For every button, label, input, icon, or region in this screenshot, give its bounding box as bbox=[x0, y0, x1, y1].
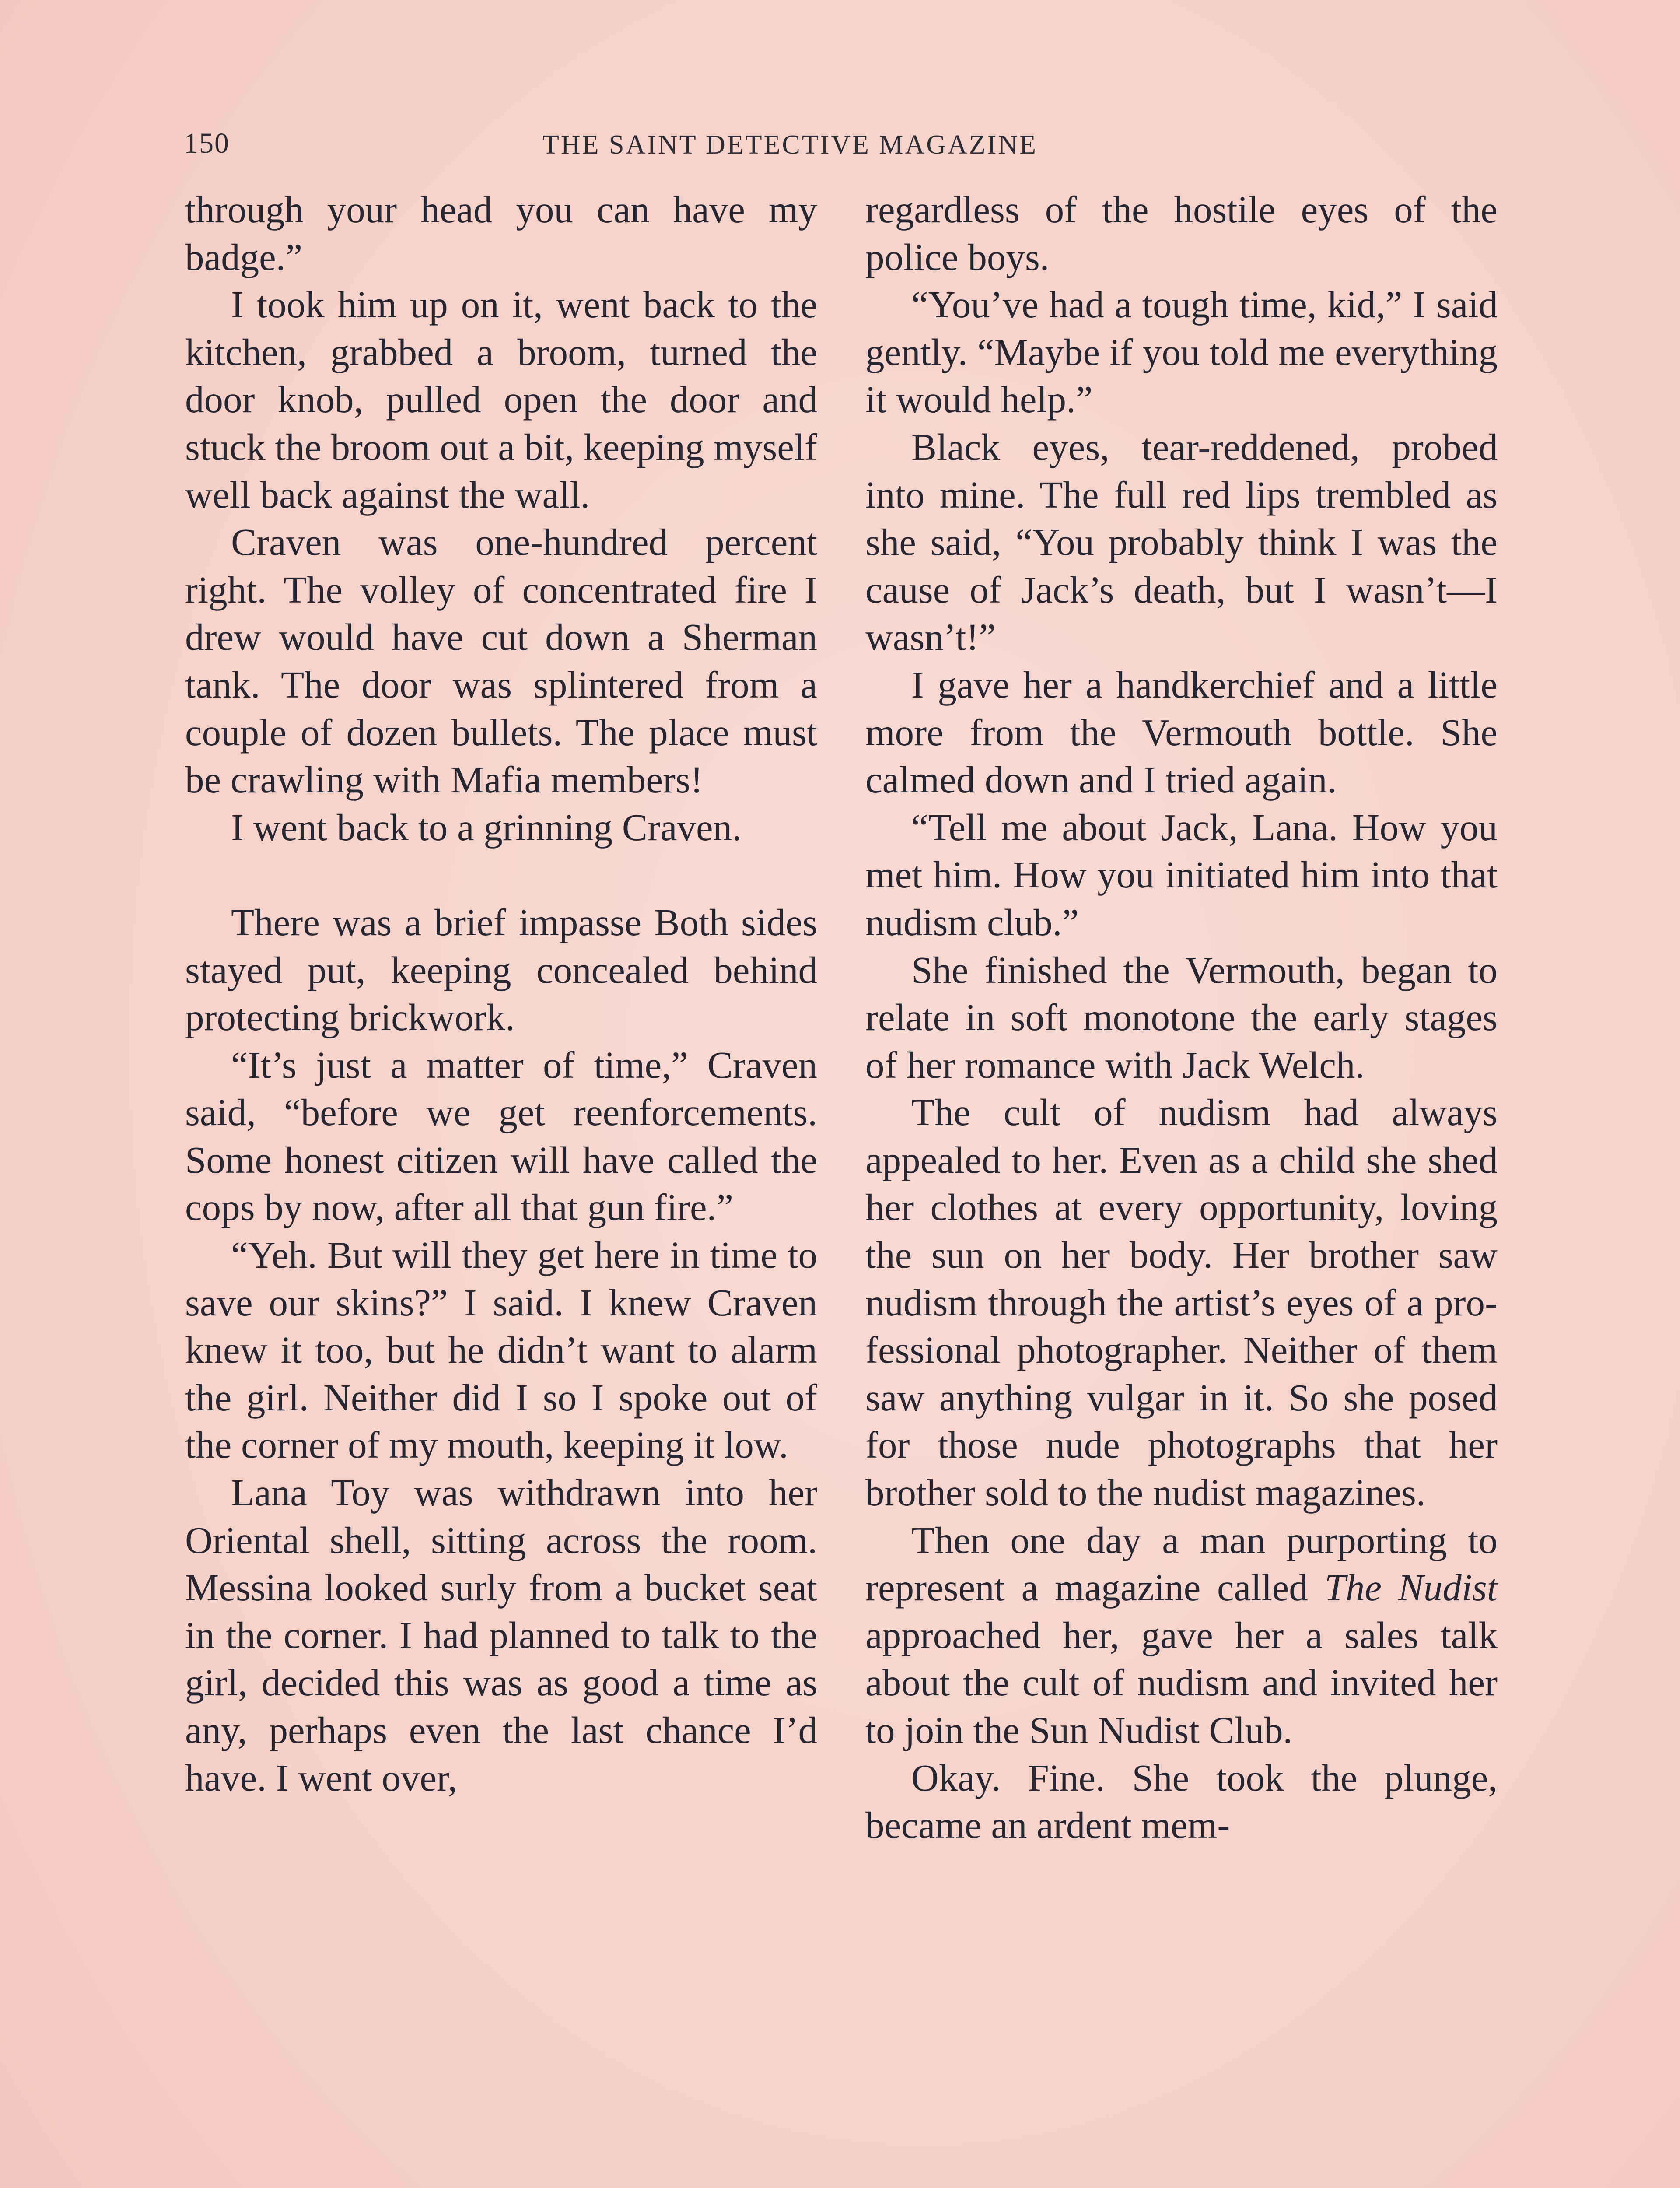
paragraph: “It’s just a matter of time,” Craven said, “before we get reenforcements. Some honest citizen will have called the cops by now, after all that gun fire.” bbox=[185, 1043, 817, 1229]
paragraph: The cult of nudism had always appealed to her. Even as a child she shed her clothes at every opportunity, loving the sun on her body. Her brother saw nudism through the artist’s eyes of a professional photographer. Neither of them saw anything vulgar in it. So she posed for those nude photographs that her brother sold to the nudist magazines. bbox=[865, 1091, 1498, 1514]
paragraph: Okay. Fine. She took the plunge, became an ardent mem- bbox=[865, 1756, 1498, 1847]
paragraph: “Yeh. But will they get here in time to save our skins?” I said. I knew Craven knew it too, but he didn’t want to alarm the girl. Neither did I so I spoke out of the corner of my mouth, keeping it low. bbox=[185, 1234, 817, 1466]
paragraph: “Tell me about Jack, Lana. How you met him. How you initiated him into that nudism club.” bbox=[865, 806, 1498, 943]
paragraph: I gave her a handkerchief and a little more from the Vermouth bottle. She calmed down and I tried again. bbox=[865, 663, 1498, 801]
paragraph: I took him up on it, went back to the kitchen, grabbed a broom, turned the door knob, pulled open the door and stuck the broom out a bit, keeping myself well back against the wall. bbox=[185, 283, 817, 516]
right-column bbox=[865, 186, 1498, 1849]
paragraph: “You’ve had a tough time, kid,” I said gently. “Maybe if you told me everything it would help.” bbox=[865, 283, 1498, 421]
magazine-title: The Nudist bbox=[1324, 1566, 1498, 1609]
page-number: 150 bbox=[184, 127, 230, 159]
paragraph: Craven was one-hundred percent right. The volley of concentrated fire I drew would have cut down a Sherman tank. The door was splintered from a couple of dozen bullets. The place must be crawling with Mafia members! bbox=[185, 521, 817, 801]
paragraph-text: Then one day a man purporting to represent a magazine called bbox=[865, 1518, 1498, 1609]
left-column bbox=[185, 186, 817, 1802]
paragraph: There was a brief impasse Both sides stayed put, keeping concealed behind protecting brickwork. bbox=[185, 901, 817, 1039]
paragraph bbox=[865, 1517, 1498, 1754]
paragraph: Lana Toy was withdrawn into her Oriental shell, sitting across the room. Messina looked surly from a bucket seat in the corner. I had planned to talk to the girl, decided this was as good a time as any, perhaps even the last chance I’d have. I went over, bbox=[185, 1471, 817, 1799]
paragraph: She finished the Vermouth, began to relate in soft monotone the early stages of her romance with Jack Welch. bbox=[865, 948, 1498, 1086]
paragraph: I went back to a grinning Craven. bbox=[231, 806, 742, 849]
paragraph: Black eyes, tear-reddened, probed into mine. The full red lips trembled as she said, “You probably think I was the cause of Jack’s death, but I wasn’t—I wasn’t!” bbox=[865, 425, 1498, 659]
page-header bbox=[184, 127, 1496, 166]
running-head: THE SAINT DETECTIVE MAGAZINE bbox=[542, 130, 1038, 160]
paragraph-text: approached her, gave her a sales talk about the cult of nudism and invited her to join the Sun Nudist Club. bbox=[865, 1613, 1498, 1751]
paragraph: regardless of the hostile eyes of the police boys. bbox=[865, 188, 1498, 278]
paragraph: through your head you can have my badge.” bbox=[185, 188, 817, 278]
section-break bbox=[185, 851, 817, 899]
